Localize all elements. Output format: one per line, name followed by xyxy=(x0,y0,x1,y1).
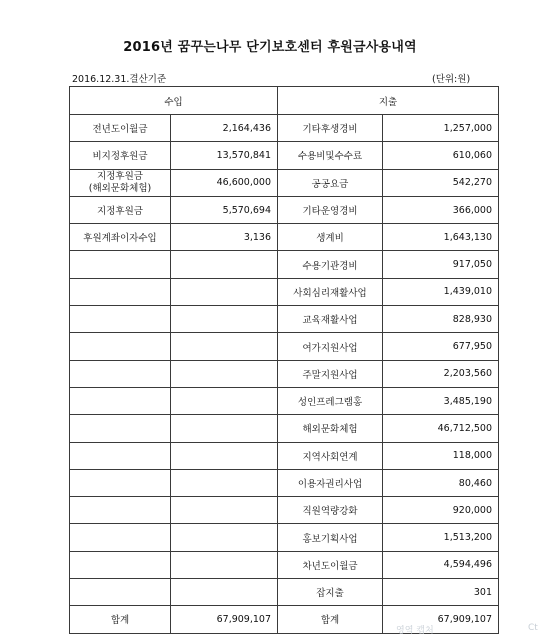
income-amount-empty xyxy=(171,278,278,305)
table-row xyxy=(70,169,499,196)
table-row xyxy=(70,497,499,524)
expense-label: 생계비 xyxy=(278,224,383,251)
income-label-empty xyxy=(70,442,171,469)
expense-amount: 301 xyxy=(383,579,499,606)
table-row xyxy=(70,333,499,360)
expense-label: 이용자권리사업 xyxy=(278,469,383,496)
total-row xyxy=(70,606,499,633)
income-amount-empty xyxy=(171,524,278,551)
income-amount-empty xyxy=(171,251,278,278)
income-amount-empty xyxy=(171,387,278,414)
expense-amount: 917,050 xyxy=(383,251,499,278)
expense-label: 교육재활사업 xyxy=(278,306,383,333)
income-amount-empty xyxy=(171,579,278,606)
expense-label: 주말지원사업 xyxy=(278,360,383,387)
table-header-row xyxy=(70,87,499,115)
expense-total-amount: 67,909,107 xyxy=(383,606,499,633)
expense-header: 지출 xyxy=(278,87,499,115)
income-amount: 46,600,000 xyxy=(171,169,278,196)
income-label-empty xyxy=(70,387,171,414)
table-row xyxy=(70,196,499,223)
table-row xyxy=(70,415,499,442)
table-row xyxy=(70,442,499,469)
expense-amount: 1,257,000 xyxy=(383,115,499,142)
expense-label: 기타후생경비 xyxy=(278,115,383,142)
income-amount-empty xyxy=(171,442,278,469)
expense-amount: 1,513,200 xyxy=(383,524,499,551)
expense-amount: 828,930 xyxy=(383,306,499,333)
income-amount-empty xyxy=(171,551,278,578)
expense-label: 차년도이월금 xyxy=(278,551,383,578)
page-title: 2016년 꿈꾸는나무 단기보호센터 후원금사용내역 xyxy=(123,40,417,55)
income-total-amount: 67,909,107 xyxy=(171,606,278,633)
income-amount: 3,136 xyxy=(171,224,278,251)
expense-total-label: 합계 xyxy=(278,606,383,633)
income-label-empty xyxy=(70,251,171,278)
expense-amount: 1,439,010 xyxy=(383,278,499,305)
income-label-empty xyxy=(70,524,171,551)
income-amount-empty xyxy=(171,333,278,360)
edge-text: Ct xyxy=(528,623,538,633)
income-label: 전년도이월금 xyxy=(70,115,171,142)
income-label-empty xyxy=(70,415,171,442)
table-row xyxy=(70,387,499,414)
income-amount-empty xyxy=(171,415,278,442)
capture-watermark: 영역 캡처 xyxy=(396,626,434,636)
expense-amount: 920,000 xyxy=(383,497,499,524)
income-label-empty xyxy=(70,469,171,496)
expense-label: 여가지원사업 xyxy=(278,333,383,360)
income-label-empty xyxy=(70,551,171,578)
table-row xyxy=(70,142,499,169)
expense-label: 해외문화체험 xyxy=(278,415,383,442)
expense-amount: 46,712,500 xyxy=(383,415,499,442)
expense-label: 잡지출 xyxy=(278,579,383,606)
income-label-empty xyxy=(70,306,171,333)
expense-label: 직원역량강화 xyxy=(278,497,383,524)
expense-label: 기타운영경비 xyxy=(278,196,383,223)
expense-label: 홍보기획사업 xyxy=(278,524,383,551)
expense-label: 수용기관경비 xyxy=(278,251,383,278)
income-amount-empty xyxy=(171,469,278,496)
income-label-empty xyxy=(70,278,171,305)
income-amount-empty xyxy=(171,360,278,387)
expense-amount: 366,000 xyxy=(383,196,499,223)
expense-amount: 1,643,130 xyxy=(383,224,499,251)
expense-amount: 80,460 xyxy=(383,469,499,496)
income-label: 지정후원금 xyxy=(70,196,171,223)
income-label-empty xyxy=(70,497,171,524)
expense-label: 사회심리재활사업 xyxy=(278,278,383,305)
table-row xyxy=(70,224,499,251)
table-row xyxy=(70,551,499,578)
expense-amount: 3,485,190 xyxy=(383,387,499,414)
income-label-line: 지정후원금 xyxy=(97,170,143,182)
income-label: 비지정후원금 xyxy=(70,142,171,169)
income-label xyxy=(70,169,171,196)
income-label-empty xyxy=(70,360,171,387)
income-header: 수입 xyxy=(70,87,278,115)
income-label-empty xyxy=(70,333,171,360)
income-amount: 5,570,694 xyxy=(171,196,278,223)
table-row xyxy=(70,579,499,606)
income-label: 후원계좌이자수입 xyxy=(70,224,171,251)
income-amount: 2,164,436 xyxy=(171,115,278,142)
table-row xyxy=(70,360,499,387)
expense-amount: 677,950 xyxy=(383,333,499,360)
income-amount-empty xyxy=(171,497,278,524)
expense-label: 수용비및수수료 xyxy=(278,142,383,169)
income-amount-empty xyxy=(171,306,278,333)
expense-amount: 118,000 xyxy=(383,442,499,469)
table-row xyxy=(70,115,499,142)
table-row xyxy=(70,306,499,333)
expense-label: 지역사회연계 xyxy=(278,442,383,469)
expense-amount: 610,060 xyxy=(383,142,499,169)
unit-label: (단위:원) xyxy=(432,74,471,85)
expense-label: 공공요금 xyxy=(278,169,383,196)
table-row xyxy=(70,251,499,278)
expense-label: 성인프레그램홍 xyxy=(278,387,383,414)
expense-amount: 542,270 xyxy=(383,169,499,196)
income-label-line: (해외문화체험) xyxy=(88,182,152,194)
income-total-label: 합계 xyxy=(70,606,171,633)
basis-date: 2016.12.31.결산기준 xyxy=(72,74,167,85)
ledger-table xyxy=(69,86,499,634)
income-label-empty xyxy=(70,579,171,606)
expense-amount: 4,594,496 xyxy=(383,551,499,578)
table-row xyxy=(70,524,499,551)
income-amount: 13,570,841 xyxy=(171,142,278,169)
table-row xyxy=(70,278,499,305)
table-row xyxy=(70,469,499,496)
expense-amount: 2,203,560 xyxy=(383,360,499,387)
